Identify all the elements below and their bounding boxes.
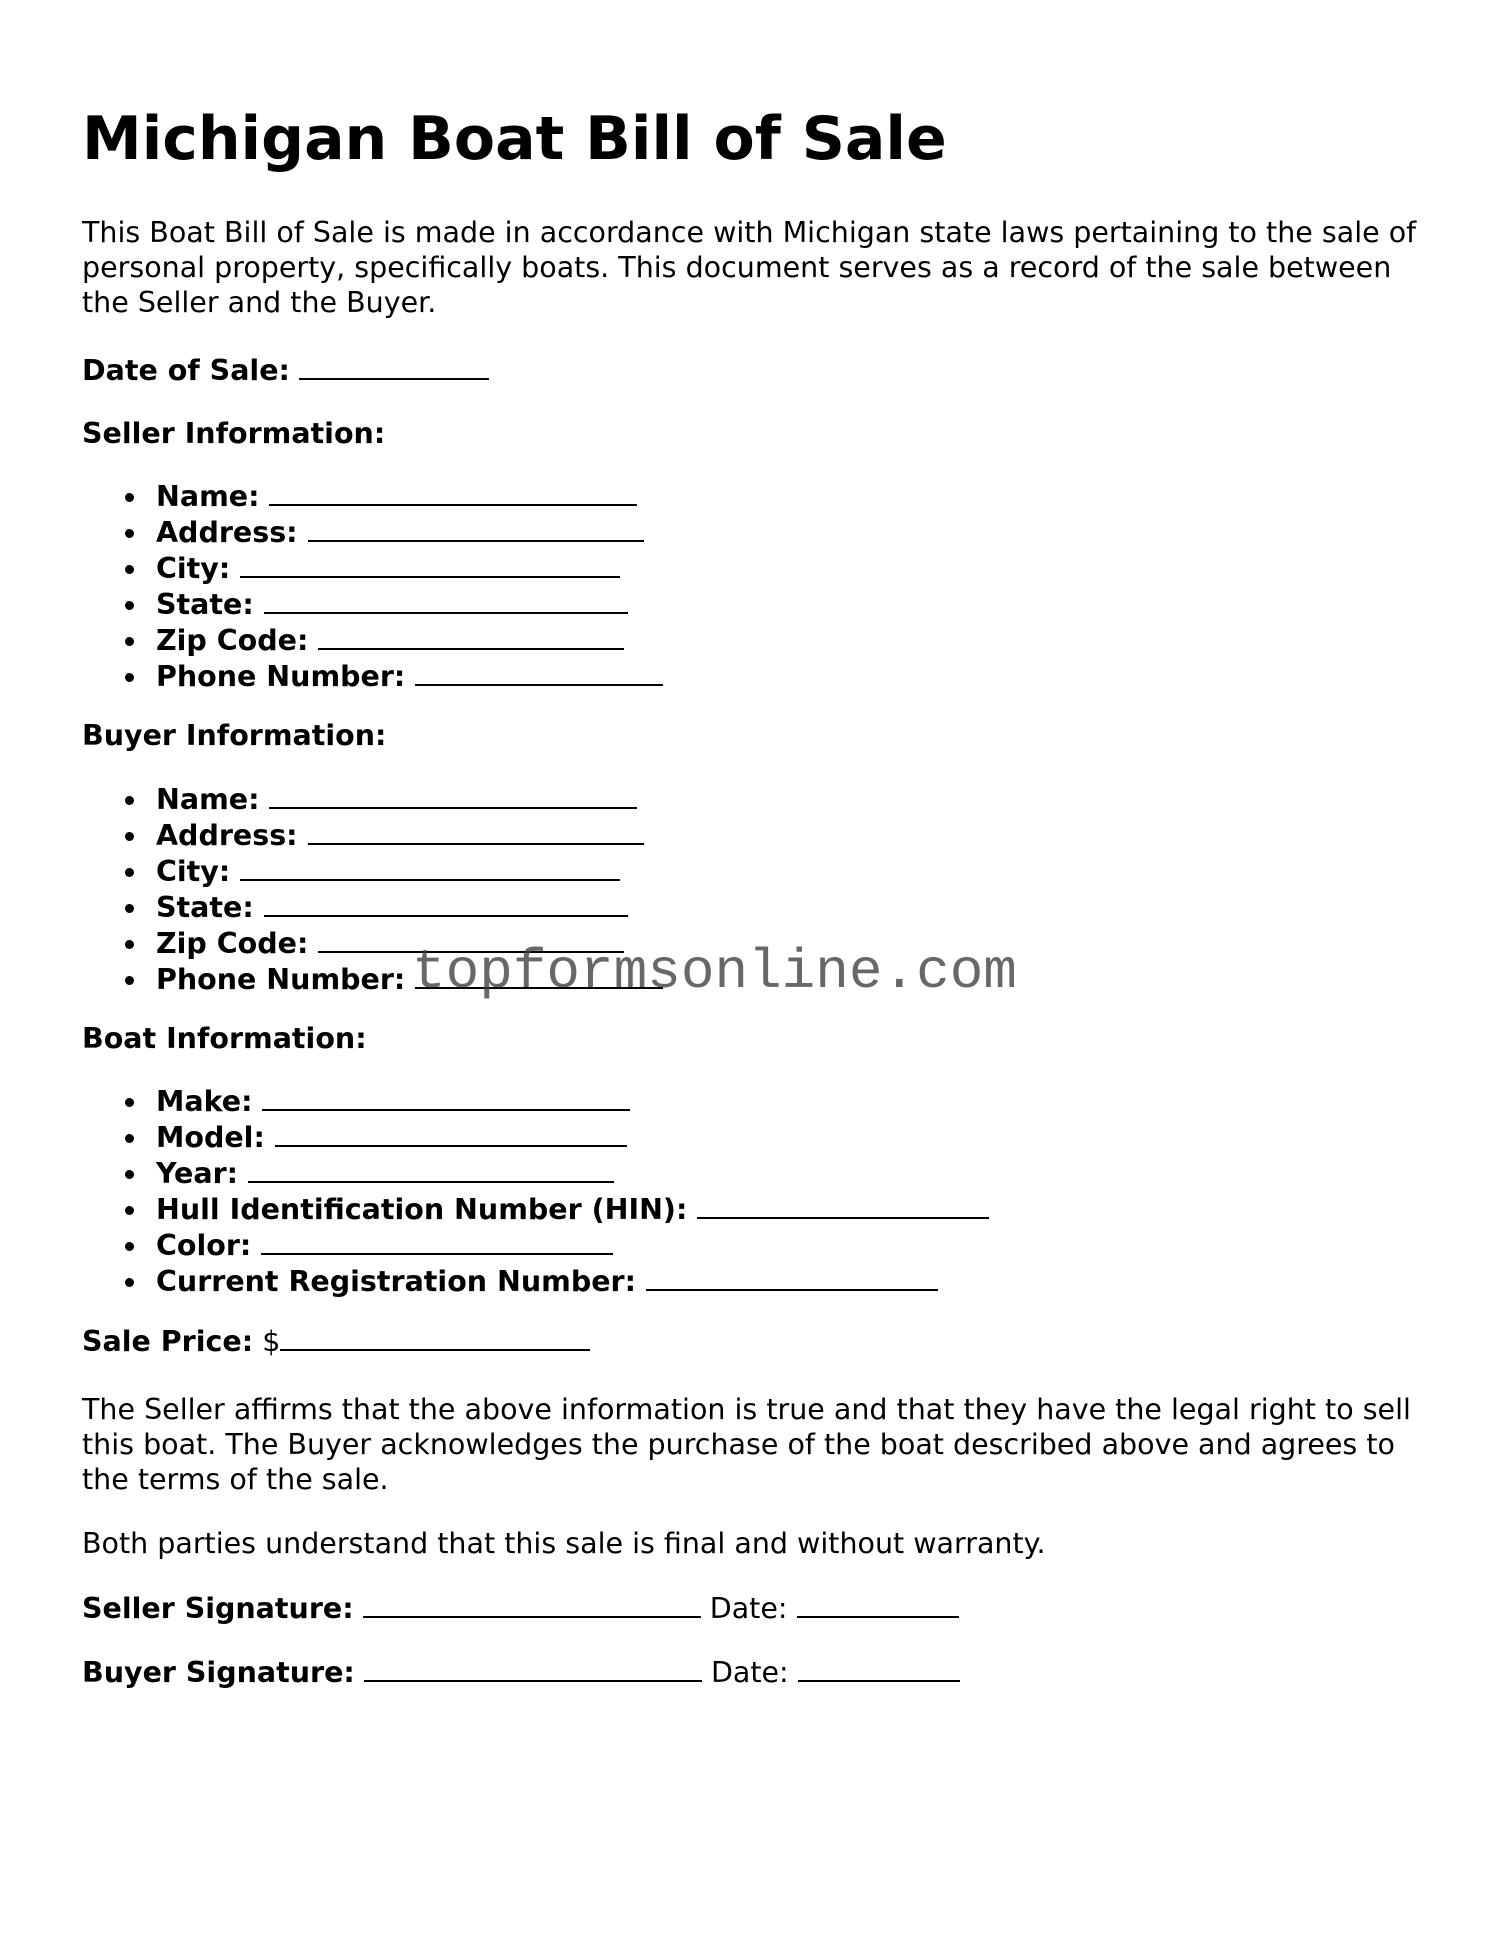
seller-zip-field <box>82 622 663 658</box>
seller-address-blank[interactable] <box>308 514 644 542</box>
boat-color-field <box>82 1227 989 1263</box>
buyer-date-blank[interactable] <box>798 1654 960 1682</box>
boat-year-blank[interactable] <box>248 1155 614 1183</box>
seller-signature-label: Seller Signature: <box>82 1592 354 1625</box>
field-label: State: <box>156 588 254 621</box>
buyer-address-blank[interactable] <box>308 817 644 845</box>
boat-year-field <box>82 1155 989 1191</box>
seller-phone-field <box>82 658 663 694</box>
seller-state-blank[interactable] <box>264 586 628 614</box>
boat-color-blank[interactable] <box>261 1227 613 1255</box>
field-label: Phone Number: <box>156 963 406 996</box>
buyer-city-blank[interactable] <box>240 853 620 881</box>
buyer-city-field <box>82 853 663 889</box>
boat-heading: Boat Information: <box>82 1022 367 1055</box>
seller-heading: Seller Information: <box>82 417 386 450</box>
seller-date-label: Date: <box>709 1592 788 1625</box>
field-label: Name: <box>156 480 260 513</box>
currency-symbol: $ <box>262 1325 281 1358</box>
date-of-sale-blank[interactable] <box>299 352 489 380</box>
boat-registration-blank[interactable] <box>646 1263 938 1291</box>
buyer-state-field <box>82 889 663 925</box>
boat-fields <box>82 1083 989 1299</box>
page-title: Michigan Boat Bill of Sale <box>82 104 947 174</box>
affirmation-paragraph: The Seller affirms that the above information is true and that they have the legal right to sell this boat. The Buyer acknowledges the purchase of the boat described above and agrees to the terms of the sale. <box>82 1393 1411 1496</box>
buyer-address-field <box>82 817 663 853</box>
seller-signature-line <box>82 1590 959 1626</box>
sale-price-line <box>82 1323 590 1359</box>
buyer-name-blank[interactable] <box>269 781 637 809</box>
watermark: topformsonline.com <box>412 940 1017 1004</box>
buyer-state-blank[interactable] <box>264 889 628 917</box>
boat-hin-blank[interactable] <box>697 1191 989 1219</box>
field-label: Address: <box>156 516 298 549</box>
seller-city-field <box>82 550 663 586</box>
boat-model-blank[interactable] <box>275 1119 627 1147</box>
seller-city-blank[interactable] <box>240 550 620 578</box>
field-label: Name: <box>156 783 260 816</box>
seller-state-field <box>82 586 663 622</box>
field-label: State: <box>156 891 254 924</box>
field-label: Zip Code: <box>156 927 309 960</box>
field-label: Model: <box>156 1121 265 1154</box>
sale-price-label: Sale Price: <box>82 1325 254 1358</box>
boat-model-field <box>82 1119 989 1155</box>
field-label: Current Registration Number: <box>156 1265 637 1298</box>
seller-date-blank[interactable] <box>797 1590 959 1618</box>
field-label: Year: <box>156 1157 239 1190</box>
buyer-date-label: Date: <box>710 1656 789 1689</box>
field-label: Zip Code: <box>156 624 309 657</box>
final-statement: Both parties understand that this sale is final and without warranty. <box>82 1527 1046 1560</box>
boat-registration-field <box>82 1263 989 1299</box>
buyer-signature-label: Buyer Signature: <box>82 1656 355 1689</box>
field-label: Color: <box>156 1229 252 1262</box>
buyer-signature-line <box>82 1654 960 1690</box>
buyer-heading: Buyer Information: <box>82 719 387 752</box>
boat-make-field <box>82 1083 989 1119</box>
boat-hin-field <box>82 1191 989 1227</box>
seller-name-blank[interactable] <box>269 478 637 506</box>
field-label: Phone Number: <box>156 660 406 693</box>
date-of-sale-label: Date of Sale: <box>82 354 290 387</box>
buyer-name-field <box>82 781 663 817</box>
intro-paragraph: This Boat Bill of Sale is made in accordance with Michigan state laws pertaining to the sale of personal property, specifically boats. This document serves as a record of the sale between the Seller and the Buyer. <box>82 216 1417 319</box>
seller-name-field <box>82 478 663 514</box>
seller-signature-blank[interactable] <box>363 1590 701 1618</box>
field-label: Hull Identification Number (HIN): <box>156 1193 688 1226</box>
field-label: City: <box>156 552 231 585</box>
seller-address-field <box>82 514 663 550</box>
sale-price-blank[interactable] <box>280 1323 590 1351</box>
buyer-signature-blank[interactable] <box>364 1654 702 1682</box>
field-label: Address: <box>156 819 298 852</box>
field-label: City: <box>156 855 231 888</box>
field-label: Make: <box>156 1085 253 1118</box>
seller-fields <box>82 478 663 694</box>
seller-phone-blank[interactable] <box>415 658 663 686</box>
boat-make-blank[interactable] <box>262 1083 630 1111</box>
seller-zip-blank[interactable] <box>318 622 624 650</box>
date-of-sale-line <box>82 352 489 388</box>
